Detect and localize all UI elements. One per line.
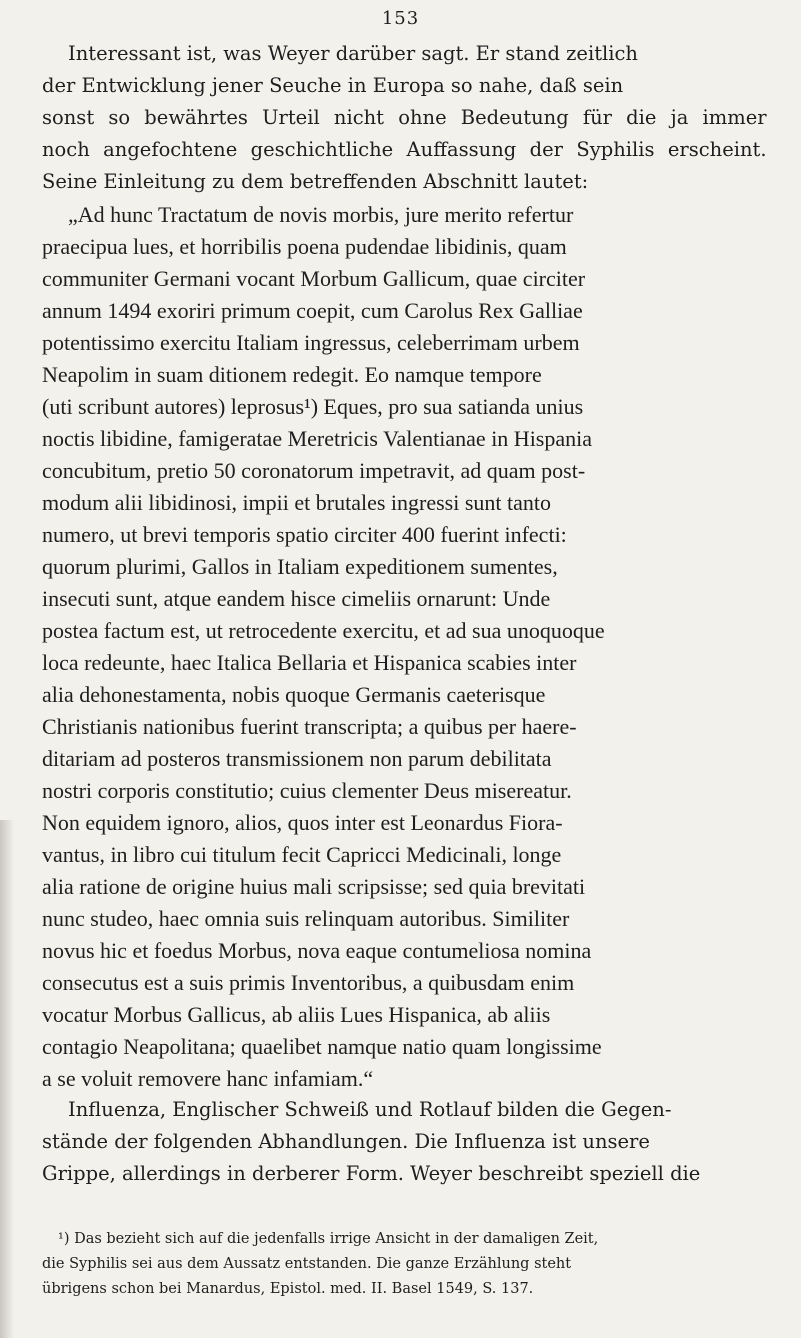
quote-line: alia ratione de origine huius mali scripsisse; sed quia brevitati xyxy=(42,874,586,899)
quote-line: vantus, in libro cui titulum fecit Capricci Medicinali, longe xyxy=(42,842,562,867)
quote-line: postea factum est, ut retrocedente exercitu, et ad sua unoquoque xyxy=(42,618,605,643)
text-line: Grippe, allerdings in derberer Form. Weyer beschreibt speziell die xyxy=(42,1162,701,1185)
footnote-line: ¹) Das bezieht sich auf die jedenfalls irrige Ansicht in der damaligen Zeit, xyxy=(58,1231,599,1247)
quote-line: ditariam ad posteros transmissionem non parum debilitata xyxy=(42,746,552,771)
quote-line: potentissimo exercitu Italiam ingressus, celeberrimam urbem xyxy=(42,330,580,355)
quote-line: alia dehonestamenta, nobis quoque Germanis caeterisque xyxy=(42,682,546,707)
quote-line: insecuti sunt, atque eandem hisce cimeliis ornarunt: Unde xyxy=(42,586,551,611)
text-line: der Entwicklung jener Seuche in Europa so nahe, daß sein xyxy=(42,74,624,97)
quote-line: novus hic et foedus Morbus, nova eaque contumeliosa nomina xyxy=(42,938,592,963)
quote-line: nunc studeo, haec omnia suis relinquam autoribus. Similiter xyxy=(42,906,570,931)
quote-line: praecipua lues, et horribilis poena pudendae libidinis, quam xyxy=(42,234,567,259)
quote-line: nostri corporis constitutio; cuius clementer Deus misereatur. xyxy=(42,778,572,803)
text-line: Interessant ist, was Weyer darüber sagt. Er stand zeitlich xyxy=(68,42,638,65)
text-line: stände der folgenden Abhandlungen. Die Influenza ist unsere xyxy=(42,1130,650,1153)
quote-line: consecutus est a suis primis Inventoribus, a quibusdam enim xyxy=(42,970,575,995)
quote-line: modum alii libidinosi, impii et brutales ingressi sunt tanto xyxy=(42,490,552,515)
quote-line: quorum plurimi, Gallos in Italiam expeditionem sumentes, xyxy=(42,554,558,579)
page-number: 153 xyxy=(381,8,420,29)
quote-line: loca redeunte, haec Italica Bellaria et Hispanica scabies inter xyxy=(42,650,577,675)
quote-line: annum 1494 exoriri primum coepit, cum Carolus Rex Galliae xyxy=(42,298,583,323)
quote-line: concubitum, pretio 50 coronatorum impetravit, ad quam post- xyxy=(42,458,586,483)
footnote-line: die Syphilis sei aus dem Aussatz entstanden. Die ganze Erzählung steht xyxy=(42,1256,572,1272)
quote-line: noctis libidine, famigeratae Meretricis Valentianae in Hispania xyxy=(42,426,593,451)
quote-line: communiter Germani vocant Morbum Gallicum, quae circiter xyxy=(42,266,586,291)
quote-line: Neapolim in suam ditionem redegit. Eo namque tempore xyxy=(42,362,542,387)
text-line: sonst so bewährtes Urteil nicht ohne Bedeutung für die ja immer xyxy=(42,106,767,129)
quote-line: Non equidem ignoro, alios, quos inter est Leonardus Fiora- xyxy=(42,810,563,835)
quote-line: contagio Neapolitana; quaelibet namque natio quam longissime xyxy=(42,1034,602,1059)
quote-line: Christianis nationibus fuerint transcripta; a quibus per haere- xyxy=(42,714,577,739)
text-line: Seine Einleitung zu dem betreffenden Abschnitt lautet: xyxy=(42,170,589,193)
text-line: noch angefochtene geschichtliche Auffassung der Syphilis erscheint. xyxy=(42,138,767,161)
quote-line: vocatur Morbus Gallicus, ab aliis Lues Hispanica, ab aliis xyxy=(42,1002,551,1027)
quote-line: numero, ut brevi temporis spatio circiter 400 fuerint infecti: xyxy=(42,522,567,547)
footnote-line: übrigens schon bei Manardus, Epistol. med. II. Basel 1549, S. 137. xyxy=(42,1281,534,1297)
page-edge-shadow xyxy=(0,820,14,1338)
quote-line: (uti scribunt autores) leprosus¹) Eques, pro sua satianda unius xyxy=(42,394,584,419)
quote-line: a se voluit removere hanc infamiam.“ xyxy=(42,1066,374,1091)
text-line: Influenza, Englischer Schweiß und Rotlauf bilden die Gegen- xyxy=(68,1098,672,1121)
quote-line: „Ad hunc Tractatum de novis morbis, jure merito refertur xyxy=(68,202,574,227)
